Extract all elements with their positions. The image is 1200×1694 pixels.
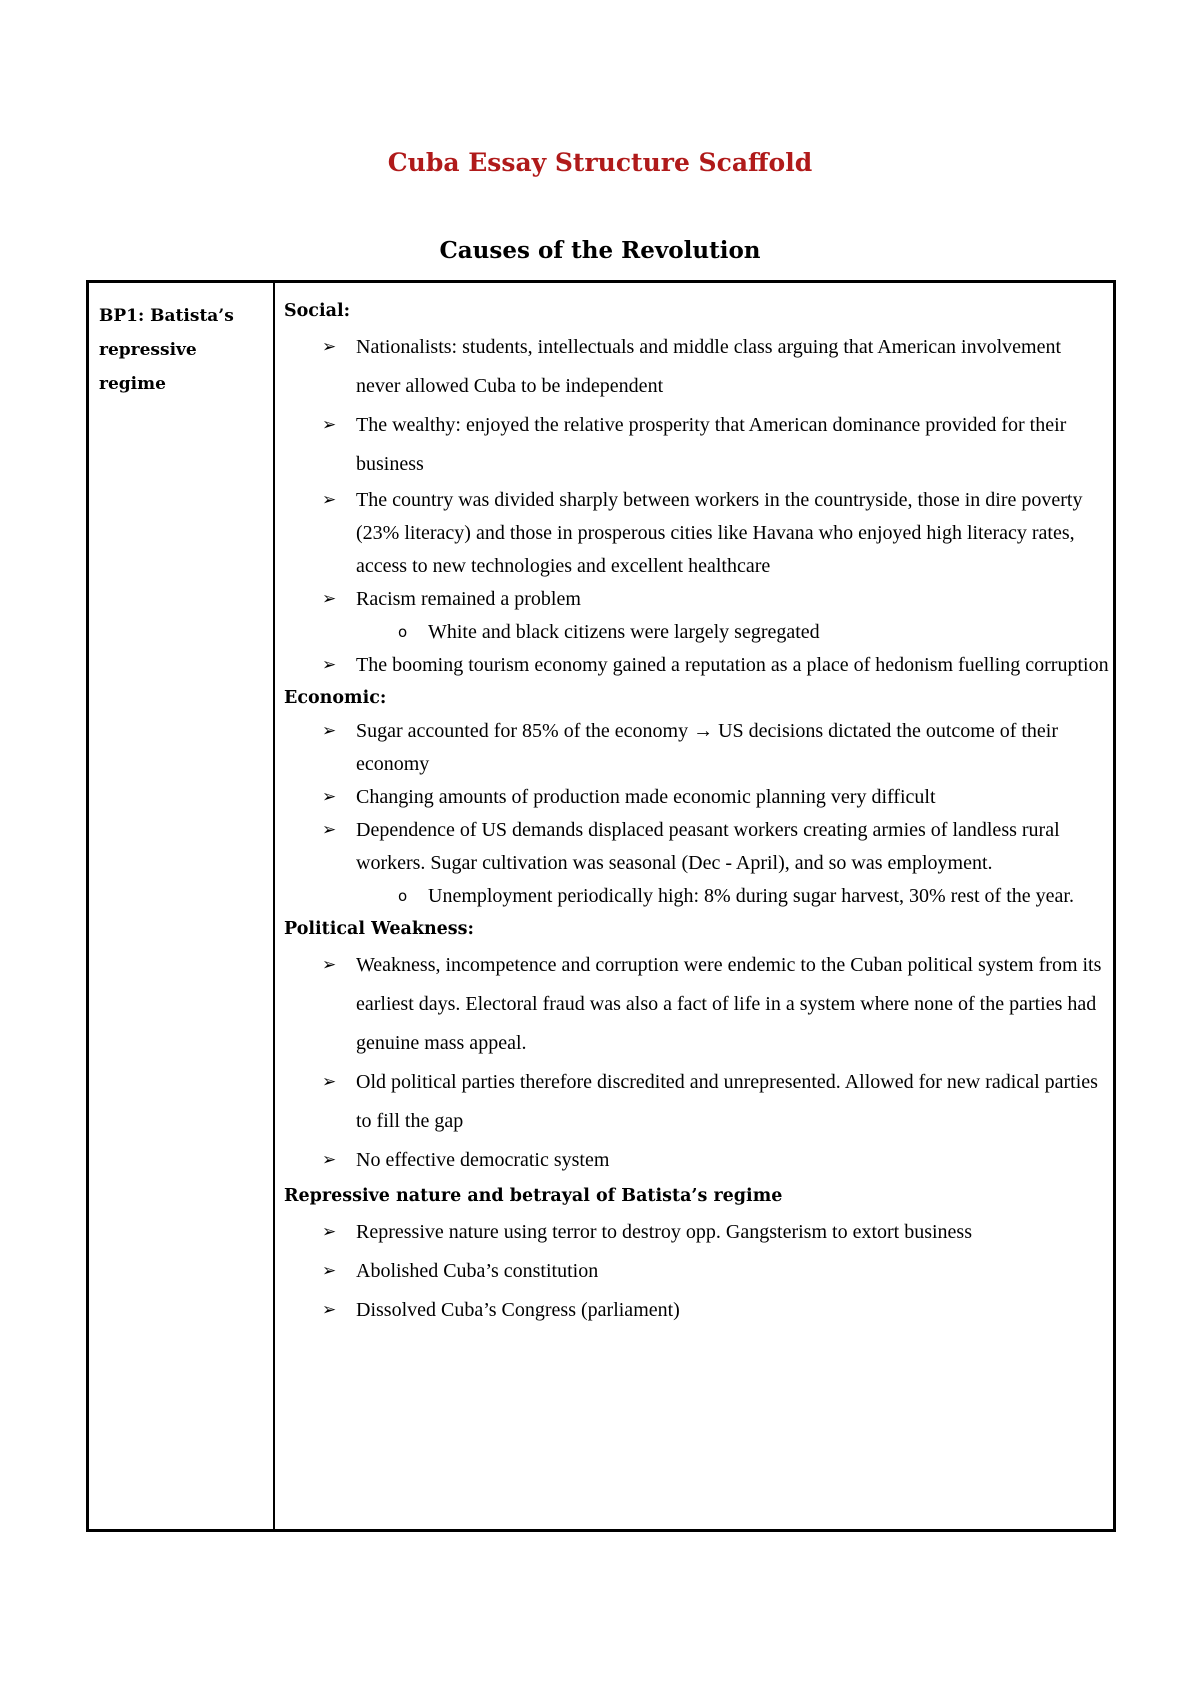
economic-list [284,715,1109,913]
list-item: ➢ Dissolved Cuba’s Congress (parliament) [284,1291,1109,1330]
political-list [284,946,1109,1180]
list-item: ➢ No effective democratic system [284,1141,1109,1180]
list-item: ➢ Abolished Cuba’s constitution [284,1252,1109,1291]
circle-bullet-icon: o [398,623,408,641]
list-item: ➢ Dependence of US demands displaced peasant workers creating armies of landless rural workers. Sugar cultivation was seasonal (Dec - April), and so was employment. [284,814,1109,880]
arrow-bullet-icon: ➢ [322,1072,337,1092]
list-item: ➢ Weakness, incompetence and corruption were endemic to the Cuban political system from its earliest days. Electoral fraud was also a fact of life in a system where none of the parties had genuine mass appeal. [284,946,1109,1063]
list-item: ➢ The booming tourism economy gained a reputation as a place of hedonism fuelling corruption [284,649,1109,682]
list-item: ➢ The wealthy: enjoyed the relative prosperity that American dominance provided for their business [284,406,1109,484]
arrow-bullet-icon: ➢ [322,1150,337,1170]
arrow-bullet-icon: ➢ [322,490,337,510]
repressive-list [284,1213,1109,1330]
section-title: Causes of the Revolution [439,237,761,264]
arrow-bullet-icon: ➢ [322,1222,337,1242]
body-paragraph-content [284,295,1109,1330]
arrow-bullet-icon: ➢ [322,721,337,741]
arrow-bullet-icon: ➢ [322,1261,337,1281]
body-paragraph-label: BP1: Batista’s repressive regime [99,306,234,394]
arrow-bullet-icon: ➢ [322,955,337,975]
sub-list-item: o Unemployment periodically high: 8% during sugar harvest, 30% rest of the year. [284,880,1109,913]
list-item: ➢ Racism remained a problem [284,583,1109,616]
list-item: ➢ The country was divided sharply between workers in the countryside, those in dire poverty (23% literacy) and those in prosperous cities like Havana who enjoyed high literacy rates, access to new technologies and excellent healthcare [284,484,1109,583]
arrow-bullet-icon: ➢ [322,655,337,675]
arrow-bullet-icon: ➢ [322,787,337,807]
arrow-bullet-icon: ➢ [322,589,337,609]
sub-list-item: o White and black citizens were largely segregated [284,616,1109,649]
list-item: ➢ Old political parties therefore discredited and unrepresented. Allowed for new radical parties to fill the gap [284,1063,1109,1141]
list-item: ➢ Nationalists: students, intellectuals and middle class arguing that American involvement never allowed Cuba to be independent [284,328,1109,406]
social-heading: Social: [284,301,351,321]
essay-table [86,280,1116,1532]
list-item: ➢ Sugar accounted for 85% of the economy → US decisions dictated the outcome of their economy [284,715,1109,781]
economic-heading: Economic: [284,688,387,708]
circle-bullet-icon: o [398,887,408,905]
repressive-heading: Repressive nature and betrayal of Batista’s regime [284,1186,783,1206]
column-divider [273,283,275,1529]
list-item: ➢ Repressive nature using terror to destroy opp. Gangsterism to extort business [284,1213,1109,1252]
list-item: ➢ Changing amounts of production made economic planning very difficult [284,781,1109,814]
arrow-bullet-icon: ➢ [322,337,337,357]
arrow-bullet-icon: ➢ [322,415,337,435]
arrow-bullet-icon: ➢ [322,1300,337,1320]
social-list [284,328,1109,682]
document-title: Cuba Essay Structure Scaffold [387,148,813,177]
political-heading: Political Weakness: [284,919,474,939]
arrow-bullet-icon: ➢ [322,820,337,840]
